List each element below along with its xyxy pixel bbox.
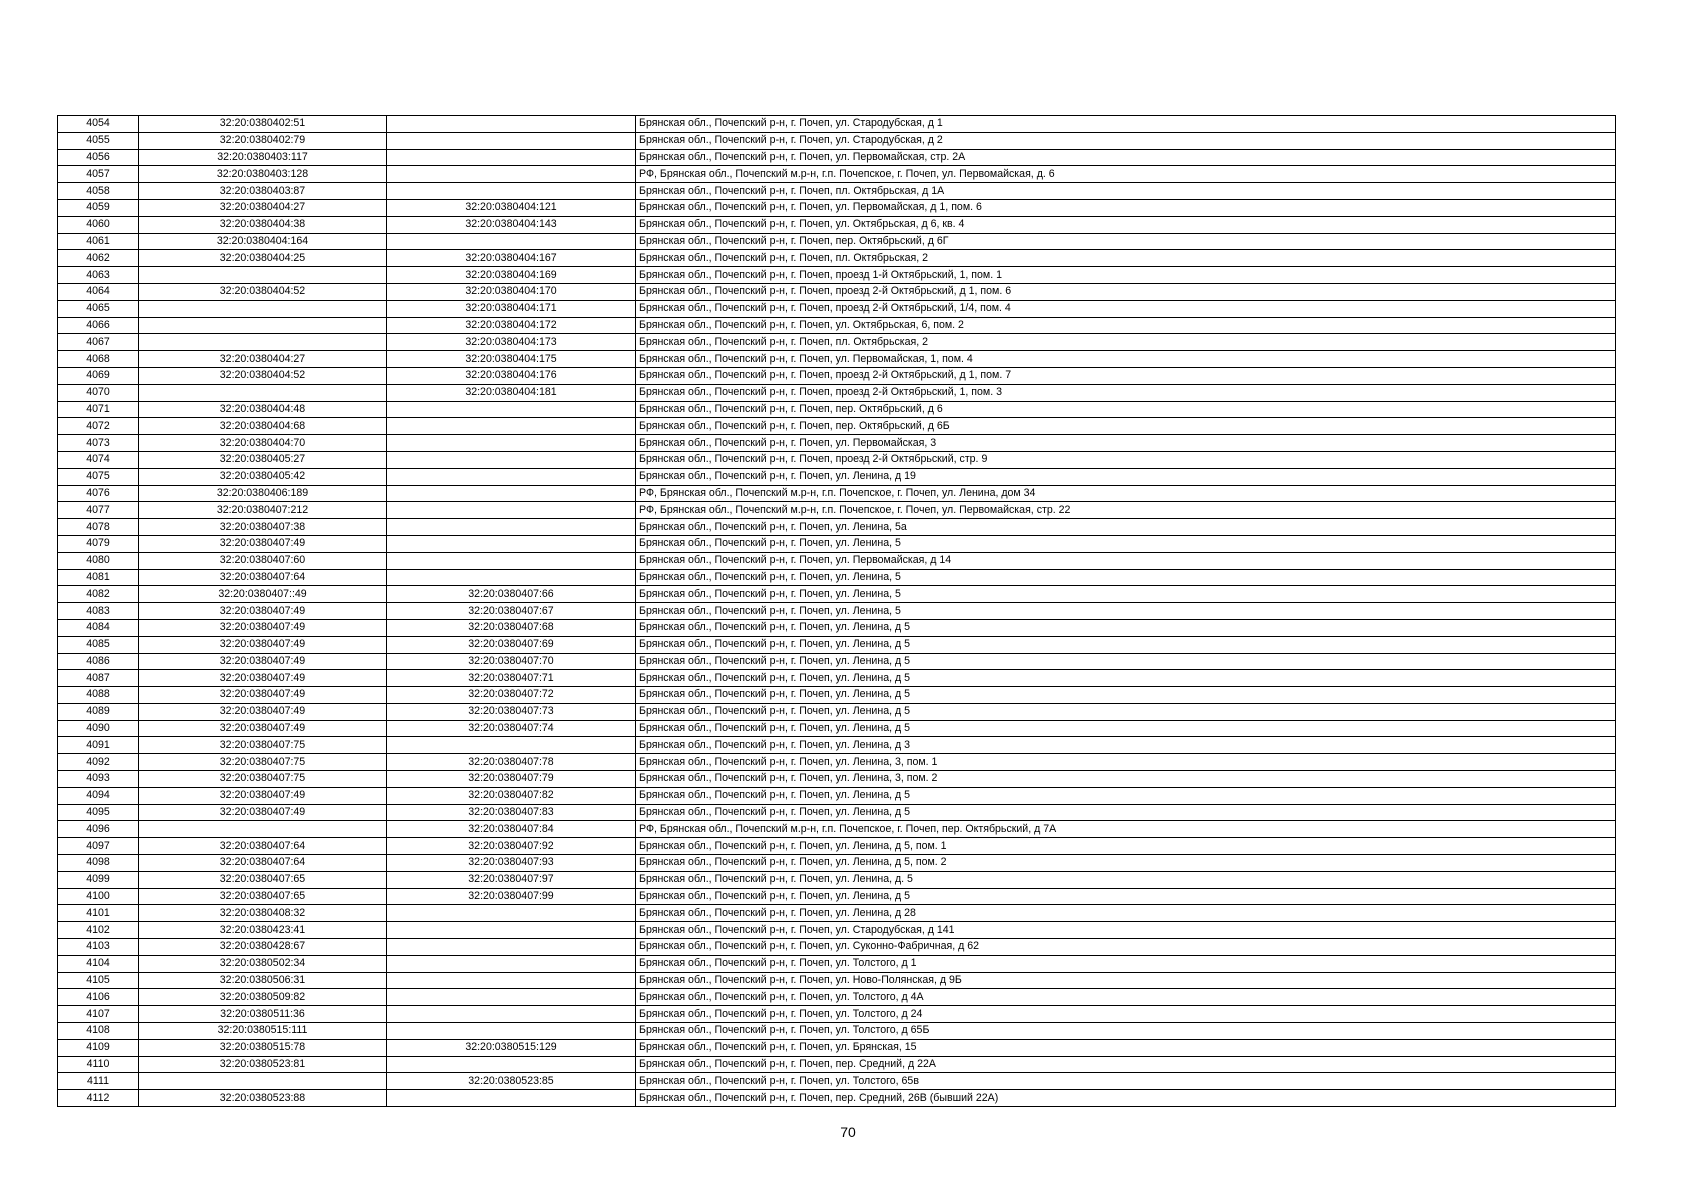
table-row [58,569,1616,586]
address-cell: Брянская обл., Почепский р-н, г. Почеп, пер. Октябрьский, д 6Г [636,233,1616,250]
address-cell: Брянская обл., Почепский р-н, г. Почеп, ул. Ново-Полянская, д 9Б [636,972,1616,989]
row-number-cell: 4093 [58,771,139,788]
row-number-cell: 4067 [58,334,139,351]
cadastral-number-parcel-cell: 32:20:0380406:189 [139,485,387,502]
address-cell: Брянская обл., Почепский р-н, г. Почеп, пер. Средний, 26В (бывший 22А) [636,1090,1616,1107]
table-row [58,636,1616,653]
table-row [58,804,1616,821]
table-row [58,334,1616,351]
address-cell: Брянская обл., Почепский р-н, г. Почеп, ул. Ленина, 3, пом. 2 [636,771,1616,788]
table-row [58,116,1616,133]
row-number-cell: 4061 [58,233,139,250]
cadastral-number-parcel-cell: 32:20:0380407:75 [139,737,387,754]
row-number-cell: 4091 [58,737,139,754]
table-row [58,888,1616,905]
cadastral-number-object-cell [387,922,636,939]
cadastral-number-object-cell [387,1056,636,1073]
row-number-cell: 4104 [58,955,139,972]
cadastral-number-object-cell: 32:20:0380404:167 [387,250,636,267]
cadastral-number-object-cell: 32:20:0380407:67 [387,603,636,620]
address-cell: Брянская обл., Почепский р-н, г. Почеп, пл. Октябрьская, 2 [636,334,1616,351]
cadastral-number-parcel-cell: 32:20:0380407:75 [139,771,387,788]
row-number-cell: 4065 [58,300,139,317]
address-cell: Брянская обл., Почепский р-н, г. Почеп, ул. Октябрьская, д 6, кв. 4 [636,216,1616,233]
cadastral-number-parcel-cell: 32:20:0380523:88 [139,1090,387,1107]
cadastral-number-parcel-cell: 32:20:0380407:49 [139,787,387,804]
address-cell: Брянская обл., Почепский р-н, г. Почеп, ул. Первомайская, д 1, пом. 6 [636,199,1616,216]
cadastral-number-object-cell [387,1090,636,1107]
cadastral-number-parcel-cell: 32:20:0380405:42 [139,468,387,485]
cadastral-number-object-cell: 32:20:0380407:83 [387,804,636,821]
table-row [58,535,1616,552]
row-number-cell: 4099 [58,871,139,888]
cadastral-number-object-cell [387,939,636,956]
cadastral-number-parcel-cell: 32:20:0380407:49 [139,636,387,653]
table-row [58,787,1616,804]
address-cell: Брянская обл., Почепский р-н, г. Почеп, ул. Ленина, 5 [636,586,1616,603]
row-number-cell: 4106 [58,989,139,1006]
cadastral-number-parcel-cell: 32:20:0380407:49 [139,653,387,670]
cadastral-number-object-cell [387,569,636,586]
row-number-cell: 4088 [58,687,139,704]
address-cell: Брянская обл., Почепский р-н, г. Почеп, ул. Ленина, 5а [636,519,1616,536]
cadastral-number-object-cell [387,166,636,183]
cadastral-number-object-cell [387,401,636,418]
cadastral-number-parcel-cell: 32:20:0380403:117 [139,149,387,166]
table-row [58,418,1616,435]
table-row [58,267,1616,284]
cadastral-number-object-cell [387,468,636,485]
cadastral-number-parcel-cell [139,267,387,284]
address-cell: Брянская обл., Почепский р-н, г. Почеп, ул. Ленина, д 5 [636,703,1616,720]
table-row [58,283,1616,300]
cadastral-number-object-cell: 32:20:0380404:173 [387,334,636,351]
address-cell: Брянская обл., Почепский р-н, г. Почеп, ул. Ленина, д 5, пом. 2 [636,855,1616,872]
address-cell: Брянская обл., Почепский р-н, г. Почеп, пер. Октябрьский, д 6Б [636,418,1616,435]
cadastral-number-object-cell: 32:20:0380515:129 [387,1039,636,1056]
table-row [58,922,1616,939]
address-cell: Брянская обл., Почепский р-н, г. Почеп, ул. Первомайская, д 14 [636,552,1616,569]
table-row [58,183,1616,200]
row-number-cell: 4060 [58,216,139,233]
address-cell: Брянская обл., Почепский р-н, г. Почеп, ул. Ленина, д 5 [636,619,1616,636]
table-row [58,317,1616,334]
table-row [58,519,1616,536]
cadastral-number-parcel-cell: 32:20:0380407:49 [139,687,387,704]
cadastral-number-object-cell [387,149,636,166]
row-number-cell: 4055 [58,132,139,149]
row-number-cell: 4110 [58,1056,139,1073]
cadastral-number-parcel-cell: 32:20:0380515:111 [139,1023,387,1040]
cadastral-number-parcel-cell: 32:20:0380402:51 [139,116,387,133]
cadastral-number-object-cell: 32:20:0380407:73 [387,703,636,720]
cadastral-number-parcel-cell: 32:20:0380407:60 [139,552,387,569]
row-number-cell: 4102 [58,922,139,939]
cadastral-number-object-cell: 32:20:0380407:68 [387,619,636,636]
table-body [58,116,1616,1107]
cadastral-number-parcel-cell: 32:20:0380403:87 [139,183,387,200]
cadastral-number-parcel-cell: 32:20:0380404:27 [139,199,387,216]
cadastral-number-parcel-cell [139,317,387,334]
address-cell: Брянская обл., Почепский р-н, г. Почеп, проезд 2-й Октябрьский, д 1, пом. 7 [636,367,1616,384]
table-row [58,502,1616,519]
row-number-cell: 4081 [58,569,139,586]
row-number-cell: 4105 [58,972,139,989]
cadastral-number-parcel-cell: 32:20:0380407:64 [139,838,387,855]
table-row [58,351,1616,368]
row-number-cell: 4074 [58,451,139,468]
address-cell: Брянская обл., Почепский р-н, г. Почеп, ул. Октябрьская, 6, пом. 2 [636,317,1616,334]
address-cell: Брянская обл., Почепский р-н, г. Почеп, ул. Ленина, д 5 [636,787,1616,804]
cadastral-number-object-cell [387,955,636,972]
row-number-cell: 4101 [58,905,139,922]
cadastral-number-parcel-cell: 32:20:0380407:49 [139,703,387,720]
row-number-cell: 4087 [58,670,139,687]
table-row [58,300,1616,317]
cadastral-number-parcel-cell: 32:20:0380408:32 [139,905,387,922]
address-cell: Брянская обл., Почепский р-н, г. Почеп, ул. Толстого, д 1 [636,955,1616,972]
cadastral-number-parcel-cell: 32:20:0380407::49 [139,586,387,603]
row-number-cell: 4073 [58,435,139,452]
cadastral-number-object-cell: 32:20:0380404:171 [387,300,636,317]
table-row [58,619,1616,636]
address-cell: РФ, Брянская обл., Почепский м.р-н, г.п. Почепское, г. Почеп, ул. Первомайская, стр. 22 [636,502,1616,519]
cadastral-number-object-cell: 32:20:0380404:181 [387,384,636,401]
row-number-cell: 4096 [58,821,139,838]
cadastral-number-object-cell: 32:20:0380404:172 [387,317,636,334]
cadastral-number-parcel-cell [139,1073,387,1090]
row-number-cell: 4094 [58,787,139,804]
table-row [58,703,1616,720]
table-row [58,586,1616,603]
cadastral-number-parcel-cell: 32:20:0380402:79 [139,132,387,149]
table-row [58,972,1616,989]
cadastral-number-parcel-cell [139,384,387,401]
cadastral-number-object-cell: 32:20:0380407:92 [387,838,636,855]
cadastral-number-parcel-cell: 32:20:0380404:52 [139,283,387,300]
table-row [58,737,1616,754]
address-cell: Брянская обл., Почепский р-н, г. Почеп, ул. Ленина, д 5 [636,670,1616,687]
cadastral-number-parcel-cell: 32:20:0380407:64 [139,855,387,872]
address-cell: Брянская обл., Почепский р-н, г. Почеп, ул. Ленина, д 19 [636,468,1616,485]
row-number-cell: 4075 [58,468,139,485]
address-cell: Брянская обл., Почепский р-н, г. Почеп, ул. Стародубская, д 141 [636,922,1616,939]
row-number-cell: 4108 [58,1023,139,1040]
table-row [58,855,1616,872]
cadastral-number-object-cell [387,905,636,922]
cadastral-number-parcel-cell: 32:20:0380506:31 [139,972,387,989]
cadastral-number-object-cell: 32:20:0380407:79 [387,771,636,788]
cadastral-number-parcel-cell [139,334,387,351]
cadastral-number-parcel-cell: 32:20:0380407:49 [139,670,387,687]
cadastral-number-object-cell: 32:20:0380404:143 [387,216,636,233]
cadastral-number-parcel-cell: 32:20:0380515:78 [139,1039,387,1056]
cadastral-number-object-cell: 32:20:0380523:85 [387,1073,636,1090]
cadastral-number-object-cell [387,132,636,149]
row-number-cell: 4076 [58,485,139,502]
table-row [58,1006,1616,1023]
cadastral-number-parcel-cell: 32:20:0380428:67 [139,939,387,956]
cadastral-number-object-cell: 32:20:0380407:78 [387,754,636,771]
cadastral-number-parcel-cell: 32:20:0380502:34 [139,955,387,972]
row-number-cell: 4098 [58,855,139,872]
cadastral-number-parcel-cell: 32:20:0380404:25 [139,250,387,267]
cadastral-number-parcel-cell: 32:20:0380404:68 [139,418,387,435]
cadastral-number-object-cell [387,737,636,754]
cadastral-number-parcel-cell: 32:20:0380404:52 [139,367,387,384]
row-number-cell: 4071 [58,401,139,418]
cadastral-number-object-cell [387,233,636,250]
table-row [58,754,1616,771]
row-number-cell: 4092 [58,754,139,771]
cadastral-number-object-cell [387,502,636,519]
cadastral-number-object-cell: 32:20:0380404:176 [387,367,636,384]
row-number-cell: 4057 [58,166,139,183]
row-number-cell: 4082 [58,586,139,603]
address-cell: Брянская обл., Почепский р-н, г. Почеп, проезд 2-й Октябрьский, д 1, пом. 6 [636,283,1616,300]
cadastral-number-parcel-cell: 32:20:0380523:81 [139,1056,387,1073]
table-row [58,687,1616,704]
address-cell: Брянская обл., Почепский р-н, г. Почеп, пер. Октябрьский, д 6 [636,401,1616,418]
address-cell: Брянская обл., Почепский р-н, г. Почеп, ул. Толстого, 65в [636,1073,1616,1090]
address-cell: Брянская обл., Почепский р-н, г. Почеп, пер. Средний, д 22А [636,1056,1616,1073]
cadastral-number-parcel-cell: 32:20:0380407:49 [139,720,387,737]
address-cell: Брянская обл., Почепский р-н, г. Почеп, ул. Первомайская, 1, пом. 4 [636,351,1616,368]
address-cell: Брянская обл., Почепский р-н, г. Почеп, ул. Ленина, д 5 [636,653,1616,670]
cadastral-number-object-cell: 32:20:0380407:82 [387,787,636,804]
table-row [58,233,1616,250]
table-row [58,199,1616,216]
cadastral-number-object-cell [387,1006,636,1023]
row-number-cell: 4084 [58,619,139,636]
address-cell: Брянская обл., Почепский р-н, г. Почеп, ул. Ленина, д 5, пом. 1 [636,838,1616,855]
cadastral-number-parcel-cell: 32:20:0380404:38 [139,216,387,233]
row-number-cell: 4059 [58,199,139,216]
address-cell: Брянская обл., Почепский р-н, г. Почеп, проезд 2-й Октябрьский, 1, пом. 3 [636,384,1616,401]
cadastral-number-object-cell [387,972,636,989]
cadastral-number-parcel-cell: 32:20:0380407:49 [139,619,387,636]
row-number-cell: 4054 [58,116,139,133]
cadastral-number-parcel-cell: 32:20:0380407:64 [139,569,387,586]
table-row [58,720,1616,737]
address-cell: Брянская обл., Почепский р-н, г. Почеп, ул. Суконно-Фабричная, д 62 [636,939,1616,956]
address-cell: Брянская обл., Почепский р-н, г. Почеп, ул. Ленина, д. 5 [636,871,1616,888]
table-row [58,838,1616,855]
address-cell: Брянская обл., Почепский р-н, г. Почеп, ул. Брянская, 15 [636,1039,1616,1056]
table-row [58,989,1616,1006]
row-number-cell: 4086 [58,653,139,670]
table-row [58,401,1616,418]
row-number-cell: 4089 [58,703,139,720]
property-table [57,115,1616,1107]
cadastral-number-object-cell: 32:20:0380407:70 [387,653,636,670]
cadastral-number-parcel-cell: 32:20:0380407:212 [139,502,387,519]
row-number-cell: 4085 [58,636,139,653]
row-number-cell: 4080 [58,552,139,569]
cadastral-number-parcel-cell: 32:20:0380509:82 [139,989,387,1006]
cadastral-number-object-cell: 32:20:0380407:74 [387,720,636,737]
cadastral-number-object-cell [387,989,636,1006]
address-cell: Брянская обл., Почепский р-н, г. Почеп, проезд 2-й Октябрьский, стр. 9 [636,451,1616,468]
address-cell: Брянская обл., Почепский р-н, г. Почеп, ул. Толстого, д 24 [636,1006,1616,1023]
address-cell: Брянская обл., Почепский р-н, г. Почеп, ул. Ленина, д 5 [636,804,1616,821]
table-row [58,149,1616,166]
cadastral-number-parcel-cell: 32:20:0380407:65 [139,888,387,905]
address-cell: РФ, Брянская обл., Почепский м.р-н, г.п. Почепское, г. Почеп, ул. Первомайская, д. 6 [636,166,1616,183]
cadastral-number-parcel-cell: 32:20:0380407:65 [139,871,387,888]
cadastral-number-object-cell: 32:20:0380404:175 [387,351,636,368]
cadastral-number-parcel-cell: 32:20:0380407:49 [139,603,387,620]
cadastral-number-object-cell: 32:20:0380404:169 [387,267,636,284]
table-row [58,821,1616,838]
row-number-cell: 4103 [58,939,139,956]
table-row [58,367,1616,384]
table-row [58,1023,1616,1040]
cadastral-number-object-cell [387,435,636,452]
address-cell: Брянская обл., Почепский р-н, г. Почеп, ул. Первомайская, стр. 2А [636,149,1616,166]
row-number-cell: 4058 [58,183,139,200]
address-cell: Брянская обл., Почепский р-н, г. Почеп, пл. Октябрьская, д 1А [636,183,1616,200]
cadastral-number-object-cell: 32:20:0380407:99 [387,888,636,905]
cadastral-number-parcel-cell [139,300,387,317]
address-cell: Брянская обл., Почепский р-н, г. Почеп, ул. Толстого, д 4А [636,989,1616,1006]
row-number-cell: 4111 [58,1073,139,1090]
address-cell: Брянская обл., Почепский р-н, г. Почеп, ул. Ленина, 5 [636,603,1616,620]
row-number-cell: 4068 [58,351,139,368]
table-row [58,1073,1616,1090]
address-cell: Брянская обл., Почепский р-н, г. Почеп, ул. Ленина, 3, пом. 1 [636,754,1616,771]
address-cell: Брянская обл., Почепский р-н, г. Почеп, ул. Ленина, д 5 [636,636,1616,653]
row-number-cell: 4083 [58,603,139,620]
cadastral-number-parcel-cell: 32:20:0380407:75 [139,754,387,771]
table-row [58,468,1616,485]
table-row [58,485,1616,502]
cadastral-number-object-cell: 32:20:0380407:69 [387,636,636,653]
table-row [58,1039,1616,1056]
address-cell: Брянская обл., Почепский р-н, г. Почеп, ул. Ленина, д 5 [636,888,1616,905]
cadastral-number-parcel-cell: 32:20:0380405:27 [139,451,387,468]
address-cell: РФ, Брянская обл., Почепский м.р-н, г.п. Почепское, г. Почеп, пер. Октябрьский, д 7А [636,821,1616,838]
row-number-cell: 4077 [58,502,139,519]
table-row [58,939,1616,956]
row-number-cell: 4090 [58,720,139,737]
row-number-cell: 4064 [58,283,139,300]
row-number-cell: 4097 [58,838,139,855]
table-row [58,435,1616,452]
cadastral-number-object-cell: 32:20:0380404:121 [387,199,636,216]
address-cell: Брянская обл., Почепский р-н, г. Почеп, ул. Первомайская, 3 [636,435,1616,452]
table-row [58,670,1616,687]
table-row [58,1090,1616,1107]
cadastral-number-parcel-cell: 32:20:0380407:49 [139,804,387,821]
table-row [58,132,1616,149]
table-row [58,250,1616,267]
cadastral-number-parcel-cell: 32:20:0380511:36 [139,1006,387,1023]
table-row [58,166,1616,183]
cadastral-number-parcel-cell: 32:20:0380423:41 [139,922,387,939]
table-row [58,603,1616,620]
table-row [58,384,1616,401]
cadastral-number-parcel-cell [139,821,387,838]
row-number-cell: 4095 [58,804,139,821]
address-cell: Брянская обл., Почепский р-н, г. Почеп, ул. Ленина, д 5 [636,720,1616,737]
cadastral-number-object-cell [387,552,636,569]
address-cell: Брянская обл., Почепский р-н, г. Почеп, пл. Октябрьская, 2 [636,250,1616,267]
address-cell: Брянская обл., Почепский р-н, г. Почеп, ул. Ленина, д 3 [636,737,1616,754]
cadastral-number-object-cell: 32:20:0380407:66 [387,586,636,603]
table-row [58,955,1616,972]
cadastral-number-parcel-cell: 32:20:0380404:164 [139,233,387,250]
row-number-cell: 4070 [58,384,139,401]
cadastral-number-object-cell [387,418,636,435]
address-cell: Брянская обл., Почепский р-н, г. Почеп, проезд 1-й Октябрьский, 1, пом. 1 [636,267,1616,284]
table-row [58,871,1616,888]
address-cell: Брянская обл., Почепский р-н, г. Почеп, ул. Ленина, 5 [636,535,1616,552]
row-number-cell: 4066 [58,317,139,334]
cadastral-number-parcel-cell: 32:20:0380407:38 [139,519,387,536]
row-number-cell: 4078 [58,519,139,536]
address-cell: Брянская обл., Почепский р-н, г. Почеп, ул. Ленина, д 5 [636,687,1616,704]
cadastral-number-object-cell [387,485,636,502]
address-cell: Брянская обл., Почепский р-н, г. Почеп, ул. Стародубская, д 1 [636,116,1616,133]
table-row [58,653,1616,670]
cadastral-number-object-cell: 32:20:0380407:97 [387,871,636,888]
cadastral-number-parcel-cell: 32:20:0380404:48 [139,401,387,418]
table-row [58,1056,1616,1073]
address-cell: Брянская обл., Почепский р-н, г. Почеп, ул. Ленина, д 28 [636,905,1616,922]
cadastral-number-object-cell: 32:20:0380404:170 [387,283,636,300]
address-cell: Брянская обл., Почепский р-н, г. Почеп, ул. Стародубская, д 2 [636,132,1616,149]
row-number-cell: 4072 [58,418,139,435]
page-number: 70 [840,1124,856,1140]
row-number-cell: 4100 [58,888,139,905]
cadastral-number-parcel-cell: 32:20:0380407:49 [139,535,387,552]
cadastral-number-object-cell [387,519,636,536]
address-cell: Брянская обл., Почепский р-н, г. Почеп, ул. Ленина, 5 [636,569,1616,586]
row-number-cell: 4079 [58,535,139,552]
cadastral-number-object-cell [387,451,636,468]
cadastral-number-parcel-cell: 32:20:0380404:27 [139,351,387,368]
row-number-cell: 4069 [58,367,139,384]
cadastral-number-object-cell [387,1023,636,1040]
table-row [58,451,1616,468]
row-number-cell: 4062 [58,250,139,267]
address-cell: Брянская обл., Почепский р-н, г. Почеп, проезд 2-й Октябрьский, 1/4, пом. 4 [636,300,1616,317]
table-row [58,905,1616,922]
address-cell: РФ, Брянская обл., Почепский м.р-н, г.п. Почепское, г. Почеп, ул. Ленина, дом 34 [636,485,1616,502]
row-number-cell: 4112 [58,1090,139,1107]
row-number-cell: 4063 [58,267,139,284]
cadastral-number-object-cell: 32:20:0380407:84 [387,821,636,838]
cadastral-number-parcel-cell: 32:20:0380404:70 [139,435,387,452]
row-number-cell: 4056 [58,149,139,166]
table-row [58,552,1616,569]
table-row [58,771,1616,788]
table-row [58,216,1616,233]
cadastral-number-object-cell [387,535,636,552]
cadastral-number-parcel-cell: 32:20:0380403:128 [139,166,387,183]
address-cell: Брянская обл., Почепский р-н, г. Почеп, ул. Толстого, д 65Б [636,1023,1616,1040]
row-number-cell: 4107 [58,1006,139,1023]
row-number-cell: 4109 [58,1039,139,1056]
cadastral-number-object-cell [387,116,636,133]
cadastral-number-object-cell: 32:20:0380407:72 [387,687,636,704]
cadastral-number-object-cell [387,183,636,200]
cadastral-number-object-cell: 32:20:0380407:93 [387,855,636,872]
cadastral-number-object-cell: 32:20:0380407:71 [387,670,636,687]
